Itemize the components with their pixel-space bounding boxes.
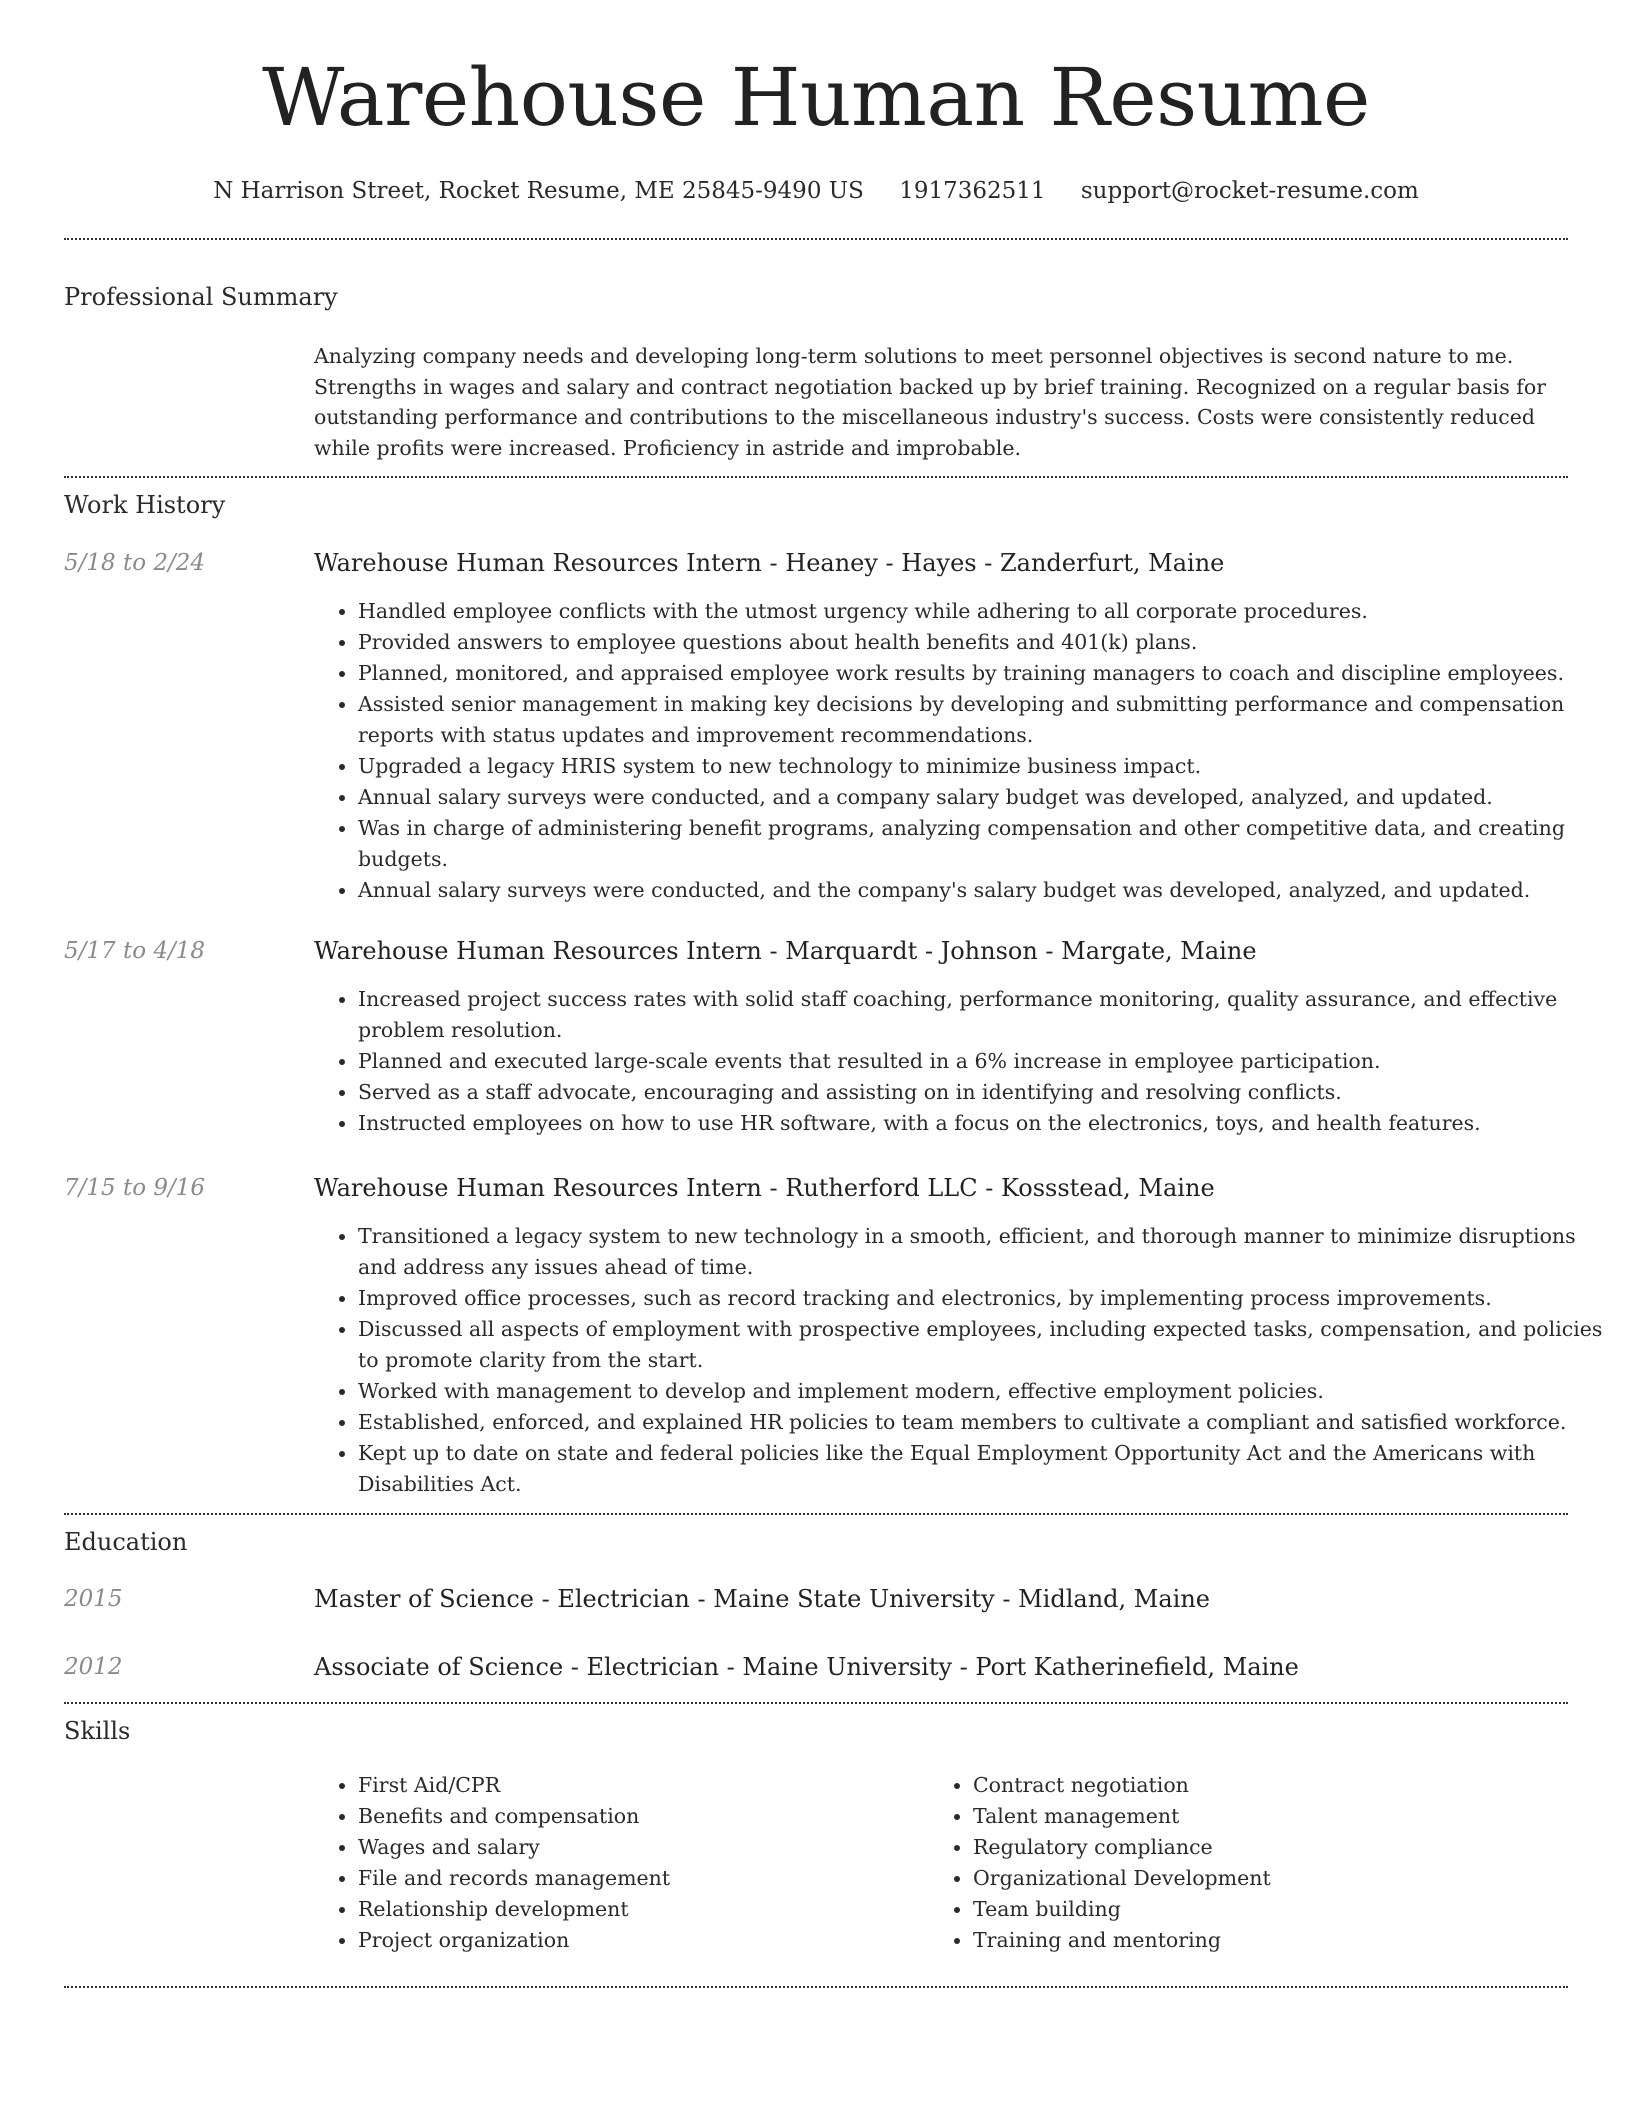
skill-item: • Benefits and compensation — [358, 1801, 918, 1832]
education-year: 2015 — [64, 1586, 123, 1612]
contact-email: support@rocket-resume.com — [1080, 178, 1419, 204]
job-dates: 5/17 to 4/18 — [64, 938, 206, 964]
skill-item: • Regulatory compliance — [973, 1832, 1573, 1863]
job-bullet: • Discussed all aspects of employment with prospective employees, including expected tasks, compensation, and policies to promote clarity from the start. — [358, 1314, 1620, 1376]
education-heading: Associate of Science - Electrician - Maine University - Port Katherinefield, Maine — [314, 1653, 1299, 1681]
education-heading: Master of Science - Electrician - Maine State University - Midland, Maine — [314, 1585, 1210, 1613]
contact-phone: 1917362511 — [899, 178, 1046, 204]
job-bullet: • Annual salary surveys were conducted, and a company salary budget was developed, analyzed, and updated. — [358, 782, 1620, 813]
section-title-education: Education — [64, 1528, 188, 1556]
resume-name: Warehouse Human Resume — [262, 51, 1370, 144]
job-bullets — [314, 984, 1620, 1139]
job-bullet: • Planned, monitored, and appraised employee work results by training managers to coach and discipline employees. — [358, 658, 1620, 689]
skill-item: • Project organization — [358, 1925, 918, 1956]
job-bullets — [314, 1221, 1620, 1500]
job-bullet: • Planned and executed large-scale events that resulted in a 6% increase in employee participation. — [358, 1046, 1620, 1077]
job-bullet: • Served as a staff advocate, encouraging and assisting on in identifying and resolving conflicts. — [358, 1077, 1620, 1108]
skill-item: • File and records management — [358, 1863, 918, 1894]
section-title-summary: Professional Summary — [64, 283, 338, 311]
job-bullet: • Assisted senior management in making key decisions by developing and submitting performance and compensation reports with status updates and improvement recommendations. — [358, 689, 1620, 751]
job-dates: 5/18 to 2/24 — [64, 550, 206, 576]
contact-address: N Harrison Street, Rocket Resume, ME 25845-9490 US — [213, 178, 864, 204]
job-heading: Warehouse Human Resources Intern - Marquardt - Johnson - Margate, Maine — [314, 937, 1257, 965]
job-bullet: • Transitioned a legacy system to new technology in a smooth, efficient, and thorough manner to minimize disruptions and address any issues ahead of time. — [358, 1221, 1620, 1283]
skill-item: • Wages and salary — [358, 1832, 918, 1863]
job-bullet: • Handled employee conflicts with the utmost urgency while adhering to all corporate procedures. — [358, 596, 1620, 627]
skill-item: • First Aid/CPR — [358, 1770, 918, 1801]
divider — [64, 1513, 1568, 1515]
job-bullets — [314, 596, 1620, 906]
job-bullet: • Provided answers to employee questions about health benefits and 401(k) plans. — [358, 627, 1620, 658]
job-bullet: • Was in charge of administering benefit programs, analyzing compensation and other competitive data, and creating budgets. — [358, 813, 1620, 875]
job-dates: 7/15 to 9/16 — [64, 1175, 206, 1201]
job-bullet: • Annual salary surveys were conducted, and the company's salary budget was developed, analyzed, and updated. — [358, 875, 1620, 906]
job-heading: Warehouse Human Resources Intern - Rutherford LLC - Kossstead, Maine — [314, 1174, 1215, 1202]
section-title-skills: Skills — [64, 1717, 131, 1745]
contact-line — [0, 176, 1632, 206]
skill-item: • Team building — [973, 1894, 1573, 1925]
job-bullet: • Established, enforced, and explained HR policies to team members to cultivate a compliant and satisfied workforce. — [358, 1407, 1620, 1438]
divider — [64, 238, 1568, 240]
section-title-work-history: Work History — [64, 491, 226, 519]
education-year: 2012 — [64, 1654, 123, 1680]
skill-item: • Relationship development — [358, 1894, 918, 1925]
divider — [64, 1702, 1568, 1704]
job-bullet: • Kept up to date on state and federal policies like the Equal Employment Opportunity Act and the Americans with Disabilities Act. — [358, 1438, 1620, 1500]
job-bullet: • Worked with management to develop and implement modern, effective employment policies. — [358, 1376, 1620, 1407]
job-bullet: • Increased project success rates with solid staff coaching, performance monitoring, quality assurance, and effective problem resolution. — [358, 984, 1620, 1046]
skill-item: • Organizational Development — [973, 1863, 1573, 1894]
divider — [64, 476, 1568, 478]
job-heading: Warehouse Human Resources Intern - Heaney - Hayes - Zanderfurt, Maine — [314, 549, 1225, 577]
skills-list-right — [929, 1770, 1573, 1956]
divider — [64, 1986, 1568, 1988]
skill-item: • Talent management — [973, 1801, 1573, 1832]
job-bullet: • Upgraded a legacy HRIS system to new technology to minimize business impact. — [358, 751, 1620, 782]
job-bullet: • Improved office processes, such as record tracking and electronics, by implementing process improvements. — [358, 1283, 1620, 1314]
summary-text: Analyzing company needs and developing long-term solutions to meet personnel objectives is second nature to me. Strengths in wages and salary and contract negotiation backed up by brief training. Recognized on a regular basis for outstanding performance and contributions to the miscellaneous industry's success. Costs were consistently reduced while profits were increased. Proficiency in astride and improbable. — [314, 344, 1547, 460]
skill-item: • Training and mentoring — [973, 1925, 1573, 1956]
job-bullet: • Instructed employees on how to use HR software, with a focus on the electronics, toys, and health features. — [358, 1108, 1620, 1139]
skill-item: • Contract negotiation — [973, 1770, 1573, 1801]
skills-list-left — [314, 1770, 918, 1956]
resume-header — [0, 0, 1632, 206]
